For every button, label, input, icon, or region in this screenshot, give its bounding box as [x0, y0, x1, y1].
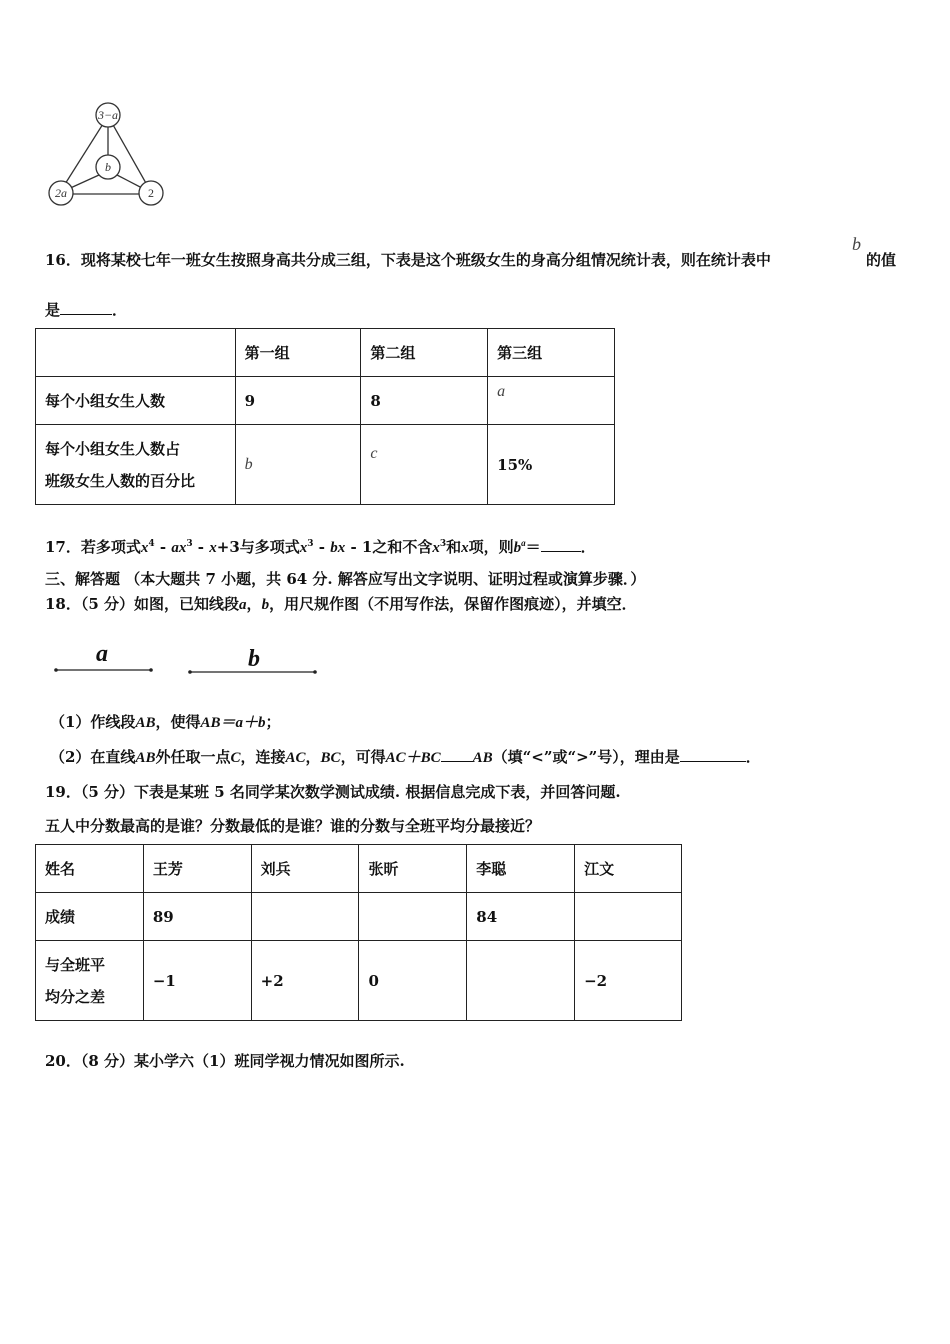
q19-score-cell[interactable]	[359, 893, 467, 941]
triangle-diagram	[40, 95, 180, 215]
q16-header-empty	[36, 329, 236, 377]
q16-row1-cell2: 8	[361, 377, 488, 425]
q19-score-cell[interactable]	[251, 893, 359, 941]
q19-line1: 19．（5 分）下表是某班 5 名同学某次数学测试成绩. 根据信息完成下表，并回答问题.	[45, 783, 621, 801]
q16-line2: 是 ．	[45, 301, 128, 319]
q16-row2-cell2: c	[361, 425, 488, 505]
node-center-label: b	[105, 160, 111, 174]
q19-header-name: 姓名	[36, 845, 144, 893]
segments-figure	[50, 640, 330, 682]
q19-score-cell[interactable]	[575, 893, 682, 941]
q19-table	[35, 844, 682, 1021]
q18-compare-blank[interactable]	[441, 747, 473, 762]
q16-header-group2: 第二组	[361, 329, 488, 377]
q16-table	[35, 328, 615, 505]
section3-heading: 三、解答题 （本大题共 7 小题，共 64 分. 解答应写出文字说明、证明过程或演算步骤．）	[45, 570, 646, 588]
q16-var-b: b	[852, 234, 861, 254]
q16-row2-label: 每个小组女生人数占 班级女生人数的百分比	[36, 425, 236, 505]
q19-diff-cell[interactable]	[467, 941, 575, 1021]
q16-line1-end: 的值	[866, 251, 897, 269]
q20-line: 20．（8 分）某小学六（1）班同学视力情况如图所示.	[45, 1052, 405, 1070]
q19-header-student1: 王芳	[143, 845, 251, 893]
q16-answer-blank[interactable]	[60, 300, 112, 315]
node-top-label: 3−a	[97, 108, 119, 122]
q19-score-cell: 84	[467, 893, 575, 941]
q16-header-group1: 第一组	[235, 329, 361, 377]
node-left-label: 2a	[55, 186, 67, 200]
q19-diff-cell: +2	[251, 941, 359, 1021]
q17-line: 17．若多项式$x^4 - ax^3 - x+3$与多项式$x^3$ - bx - 1之和不含$x^3$和x项，则$b^a=$ ．	[45, 538, 596, 556]
q16-row1-cell3: a	[488, 377, 615, 425]
q19-diff-cell: −2	[575, 941, 682, 1021]
q19-header-student3: 张昕	[359, 845, 467, 893]
q16-row2-cell1: b	[235, 425, 361, 505]
segment-b-label: b	[248, 646, 260, 672]
q19-diff-cell: −1	[143, 941, 251, 1021]
node-right-label: 2	[148, 186, 154, 200]
q19-diff-cell: 0	[359, 941, 467, 1021]
q18-line: 18．（5 分）如图，已知线段a，b，用尺规作图（不用写作法，保留作图痕迹），并填空．	[45, 595, 637, 613]
q16-row1-label: 每个小组女生人数	[36, 377, 236, 425]
q18-part2: （2）在直线AB外任取一点C，连接AC，BC，可得AC＋BC AB（填“<”或“>”号），理由是 ．	[50, 748, 761, 766]
q19-header-student5: 江文	[575, 845, 682, 893]
q19-diff-label: 与全班平 均分之差	[36, 941, 144, 1021]
q16-row2-cell3: 15%	[488, 425, 615, 505]
q19-header-student4: 李聪	[467, 845, 575, 893]
q16-row1-cell1: 9	[235, 377, 361, 425]
segment-a-label: a	[96, 641, 108, 667]
q17-answer-blank[interactable]	[541, 537, 581, 552]
q16-header-group3: 第三组	[488, 329, 615, 377]
q19-score-cell: 89	[143, 893, 251, 941]
q19-score-label: 成绩	[36, 893, 144, 941]
q18-reason-blank[interactable]	[680, 747, 746, 762]
q16-line1: 16．现将某校七年一班女生按照身高共分成三组，下表是这个班级女生的身高分组情况统计表，则在统计表中	[45, 251, 771, 269]
q19-line2: 五人中分数最高的是谁？分数最低的是谁？谁的分数与全班平均分最接近？	[45, 817, 541, 835]
q19-header-student2: 刘兵	[251, 845, 359, 893]
q18-part1: （1）作线段AB，使得AB＝a＋b；	[50, 713, 281, 731]
